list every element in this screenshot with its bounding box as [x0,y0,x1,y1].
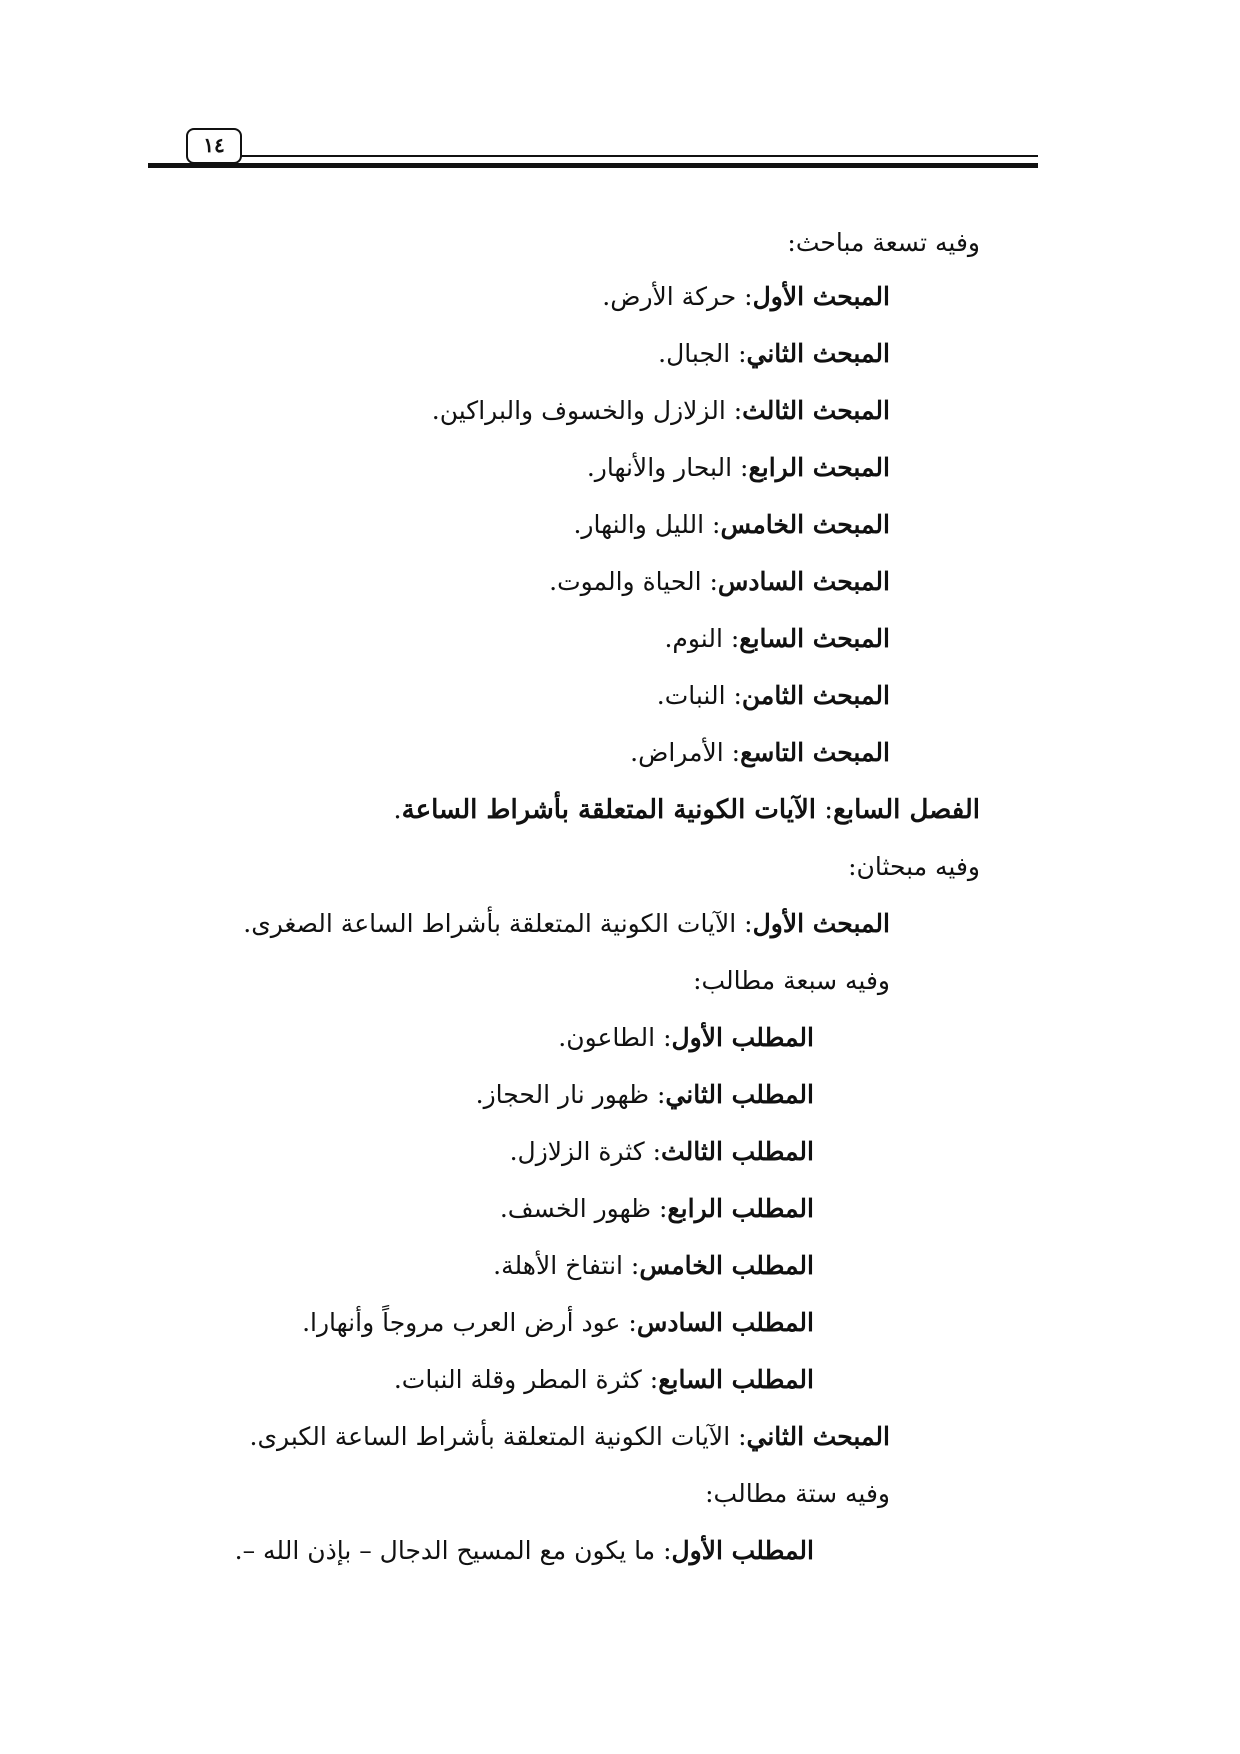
line-9: المبحث التاسع: الأمراض. [630,738,890,767]
line-1: المبحث الأول: حركة الأرض. [602,282,890,311]
line-8: المبحث الثامن: النبات. [656,681,890,710]
line-14: المطلب الأول: الطاعون. [558,1023,814,1052]
line-21: المبحث الثاني: الآيات الكونية المتعلقة بأشراط الساعة الكبرى. [249,1422,890,1451]
line-13: وفيه سبعة مطالب: [693,966,890,995]
line-12: المبحث الأول: الآيات الكونية المتعلقة بأشراط الساعة الصغرى. [243,909,890,938]
page-number: ١٤ [186,128,242,164]
line-18: المطلب الخامس: انتفاخ الأهلة. [493,1251,814,1280]
line-0: وفيه تسعة مباحث: [787,228,980,257]
line-5: المبحث الخامس: الليل والنهار. [573,510,890,539]
line-15: المطلب الثاني: ظهور نار الحجاز. [475,1080,814,1109]
line-6: المبحث السادس: الحياة والموت. [549,567,890,596]
line-3: المبحث الثالث: الزلازل والخسوف والبراكين. [431,396,890,425]
line-22: وفيه ستة مطالب: [705,1479,890,1508]
line-23: المطلب الأول: ما يكون مع المسيح الدجال – بإذن الله –. [234,1536,814,1565]
chapter-heading: الفصل السابع: الآيات الكونية المتعلقة بأشراط الساعة. [393,795,980,825]
line-7: المبحث السابع: النوم. [664,624,890,653]
line-19: المطلب السادس: عود أرض العرب مروجاً وأنهارا. [302,1308,814,1337]
line-11: وفيه مبحثان: [848,852,980,881]
line-17: المطلب الرابع: ظهور الخسف. [499,1194,814,1223]
line-16: المطلب الثالث: كثرة الزلازل. [509,1137,814,1166]
line-2: المبحث الثاني: الجبال. [658,339,890,368]
line-4: المبحث الرابع: البحار والأنهار. [586,453,890,482]
line-20: المطلب السابع: كثرة المطر وقلة النبات. [393,1365,814,1394]
